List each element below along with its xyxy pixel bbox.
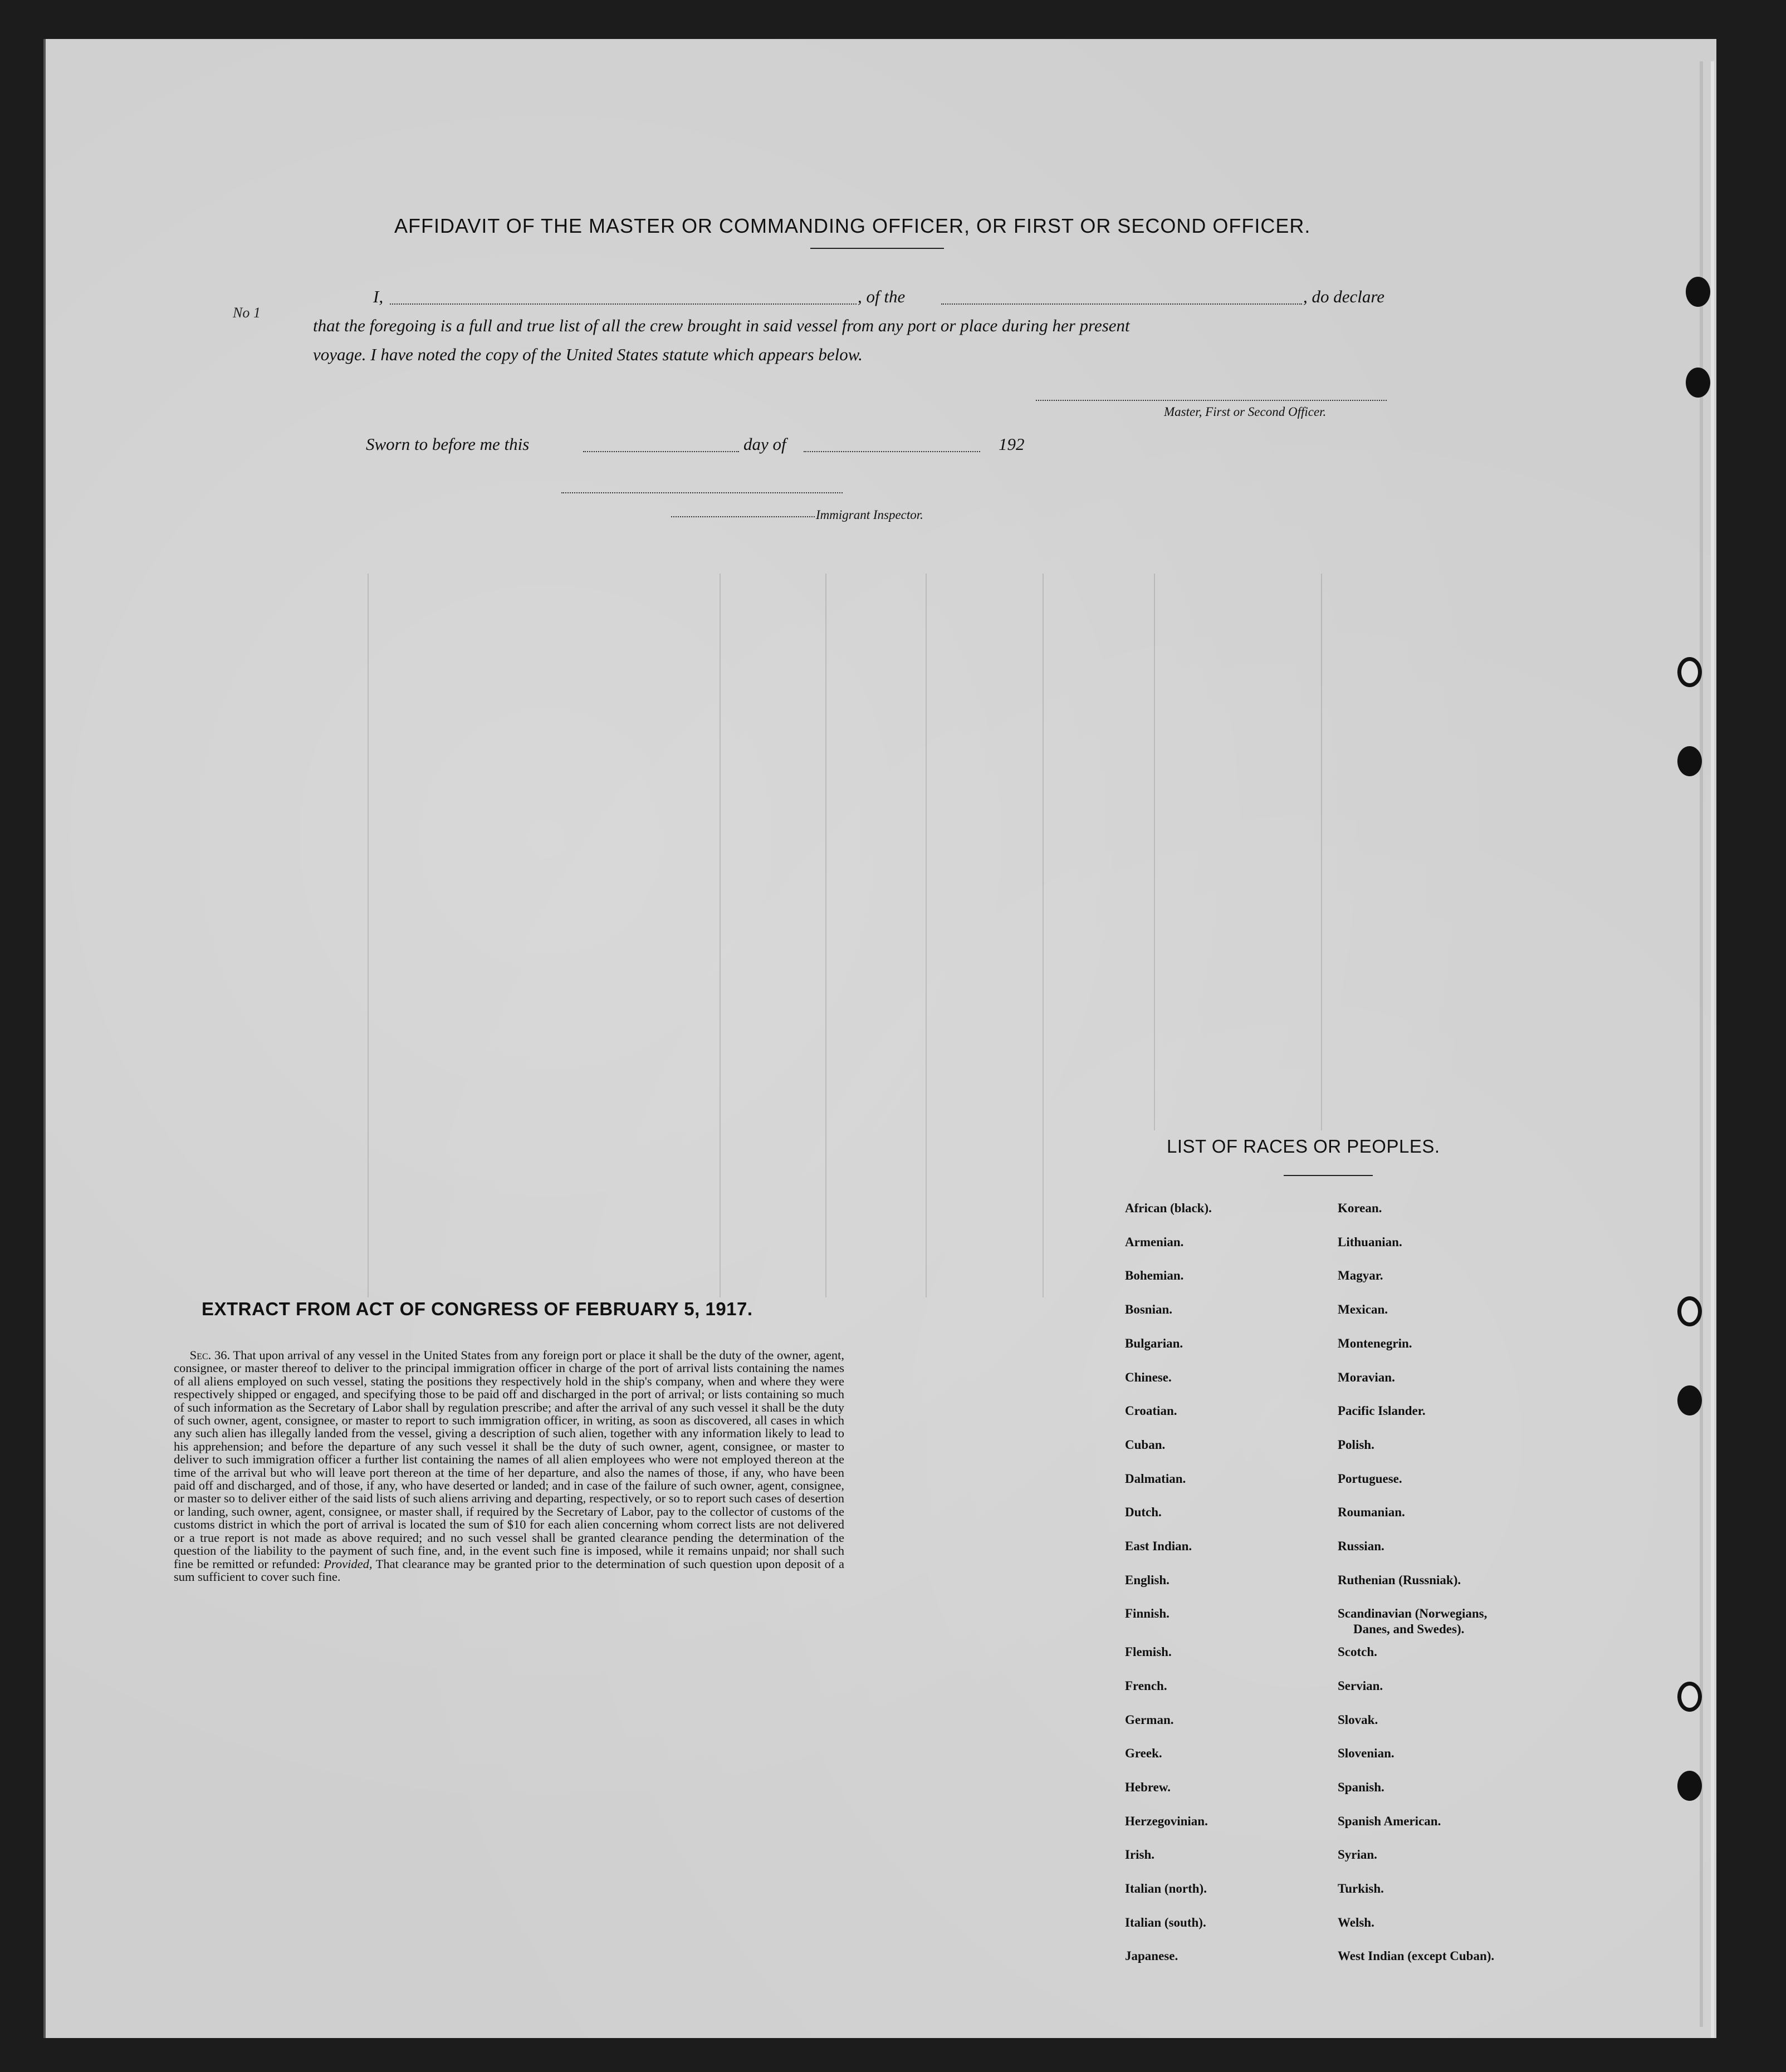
race-item: Cuban.	[1125, 1438, 1166, 1452]
page-edge	[1700, 61, 1703, 2027]
extract-body	[174, 1349, 844, 1583]
races-title: LIST OF RACES OR PEOPLES.	[1167, 1136, 1440, 1157]
section-label: Sec. 36.	[189, 1348, 231, 1362]
column-rule	[720, 574, 721, 1297]
inspector-caption: Immigrant Inspector.	[816, 508, 923, 522]
race-item: Syrian.	[1338, 1848, 1377, 1862]
race-item: French.	[1125, 1679, 1167, 1693]
officer-signature-field[interactable]	[1036, 400, 1387, 401]
punch-hole	[1677, 1385, 1702, 1415]
race-item: Greek.	[1125, 1746, 1162, 1760]
punch-hole	[1677, 657, 1702, 687]
extract-title: EXTRACT FROM ACT OF CONGRESS OF FEBRUARY 5, 1917.	[202, 1299, 753, 1319]
affidavit-line-3: voyage. I have noted the copy of the United States statute which appears below.	[313, 345, 863, 364]
punch-hole	[1677, 746, 1702, 776]
punch-hole	[1677, 1296, 1702, 1326]
race-item: Japanese.	[1125, 1949, 1178, 1963]
extract-text-part-1: That upon arrival of any vessel in the United States from any foreign port or place it shall be the duty of the owner, agent, consignee, or master thereof to deliver to the principal immigration officer in charge of the port of arrival lists containing the names of all aliens employed on such vessel, stating the positions they respectively hold in the ship's company, when and where they were respectively shipped or engaged, and specifying those to be paid off and discharged in the port of arrival; or lists containing so much of such information as the Secretary of Labor shall by regulation prescribe; and after the arrival of any such vessel it shall be the duty of such owner, agent, consignee, or master to report to such immigration officer, in writing, as soon as discovered, all cases in which any such alien has illegally landed from the vessel, giving a description of such alien, together with any information likely to lead to his apprehension; and before the departure of any such vessel it shall be the duty of such owner, agent, consignee, or master to deliver to such immigration officer a further list containing the names of all alien employees who were not employed thereon at the time of the arrival but who will leave port thereon at the time of her departure, and also the names of those, if any, who have been paid off and discharged, and of those, if any, who have deserted or landed; and in case of the failure of such owner, agent, consignee, or master so to deliver either of the said lists of such aliens arriving and departing, respectively, or so to report such cases of desertion or landing, such owner, agent, consignee, or master shall, if required by the Secretary of Labor, pay to the collector of customs of the customs district in which the port of arrival is located the sum of $10 for each alien concerning whom correct lists are not delivered or a true report is not made as above required; and no such vessel shall be granted clearance pending the determination of the question of the liability to the payment of such fine, and, in the event such fine is imposed, while it remains unpaid; nor shall such fine be remitted or refunded:	[174, 1348, 845, 1571]
race-item: Herzegovinian.	[1125, 1814, 1208, 1828]
inspector-signature-field[interactable]	[561, 492, 843, 493]
affidavit-title: AFFIDAVIT OF THE MASTER OR COMMANDING OFFICER, OR FIRST OR SECOND OFFICER.	[394, 214, 1311, 237]
column-rule	[1043, 574, 1044, 1297]
race-item: Mexican.	[1338, 1302, 1388, 1316]
race-item: Chinese.	[1125, 1370, 1172, 1384]
race-item: West Indian (except Cuban).	[1338, 1949, 1495, 1963]
race-item: Hebrew.	[1125, 1780, 1171, 1794]
extract-text-part-2: That clearance may be granted prior to the determination of such question upon deposit of a sum sufficient to cover such fine.	[174, 1556, 844, 1584]
do-declare-label: , do declare	[1303, 287, 1385, 306]
sworn-day-field[interactable]	[583, 451, 739, 452]
races-title-underline	[1284, 1175, 1373, 1176]
race-item: Scandinavian (Norwegians,	[1338, 1606, 1487, 1620]
race-item: Lithuanian.	[1338, 1235, 1402, 1249]
column-rule	[926, 574, 927, 1297]
race-item: Croatian.	[1125, 1404, 1177, 1418]
race-item: Danes, and Swedes).	[1353, 1622, 1465, 1636]
race-item: Dalmatian.	[1125, 1472, 1186, 1486]
race-item: German.	[1125, 1713, 1174, 1727]
race-item: Korean.	[1338, 1201, 1382, 1215]
declarant-prefix: I,	[373, 287, 384, 306]
race-item: English.	[1125, 1573, 1170, 1587]
race-item: Polish.	[1338, 1438, 1374, 1452]
race-item: Russian.	[1338, 1539, 1384, 1553]
race-item: Dutch.	[1125, 1505, 1162, 1519]
race-item: East Indian.	[1125, 1539, 1192, 1553]
race-item: Welsh.	[1338, 1916, 1374, 1929]
column-rule	[368, 574, 369, 1297]
race-item: Portuguese.	[1338, 1472, 1402, 1486]
race-item: Slovak.	[1338, 1713, 1378, 1727]
declarant-name-field[interactable]	[390, 303, 857, 305]
race-item: Montenegrin.	[1338, 1336, 1412, 1350]
punch-hole	[1677, 1682, 1702, 1712]
margin-note: No 1	[233, 305, 261, 321]
sworn-prefix: Sworn to before me this	[366, 434, 530, 454]
race-item: Spanish American.	[1338, 1814, 1441, 1828]
column-rule	[825, 574, 826, 1297]
title-underline	[810, 248, 944, 249]
race-item: Roumanian.	[1338, 1505, 1405, 1519]
race-item: Pacific Islander.	[1338, 1404, 1426, 1418]
race-item: Irish.	[1125, 1848, 1155, 1862]
affidavit-line-2: that the foregoing is a full and true list of all the crew brought in said vessel from any port or place during her present	[313, 316, 1130, 335]
document-page	[43, 39, 1716, 2038]
inspector-name-field[interactable]	[671, 516, 815, 517]
year-prefix: 192	[999, 434, 1025, 454]
race-item: Slovenian.	[1338, 1746, 1394, 1760]
officer-signature-caption: Master, First or Second Officer.	[1164, 405, 1327, 419]
race-item: Moravian.	[1338, 1370, 1395, 1384]
column-rule	[1321, 574, 1322, 1130]
race-item: Servian.	[1338, 1679, 1383, 1693]
of-the-label: , of the	[858, 287, 906, 306]
race-item: Armenian.	[1125, 1235, 1184, 1249]
race-item: Italian (north).	[1125, 1882, 1207, 1895]
punch-hole	[1677, 1771, 1702, 1801]
punch-hole	[1686, 277, 1710, 307]
race-item: Flemish.	[1125, 1645, 1172, 1659]
race-item: Finnish.	[1125, 1606, 1170, 1620]
race-item: Bohemian.	[1125, 1268, 1184, 1282]
provided-word: Provided,	[324, 1556, 373, 1571]
race-item: Bosnian.	[1125, 1302, 1173, 1316]
race-item: Bulgarian.	[1125, 1336, 1183, 1350]
race-item: African (black).	[1125, 1201, 1212, 1215]
race-item: Ruthenian (Russniak).	[1338, 1573, 1461, 1587]
page-edge	[1711, 61, 1714, 2038]
race-item: Scotch.	[1338, 1645, 1377, 1659]
day-of-label: day of	[743, 434, 786, 454]
race-item: Italian (south).	[1125, 1916, 1206, 1929]
race-item: Turkish.	[1338, 1882, 1384, 1895]
vessel-field[interactable]	[941, 303, 1302, 305]
column-rule	[1154, 574, 1155, 1130]
sworn-month-field[interactable]	[804, 451, 980, 452]
race-item: Spanish.	[1338, 1780, 1384, 1794]
race-item: Magyar.	[1338, 1268, 1383, 1282]
punch-hole	[1686, 368, 1710, 398]
